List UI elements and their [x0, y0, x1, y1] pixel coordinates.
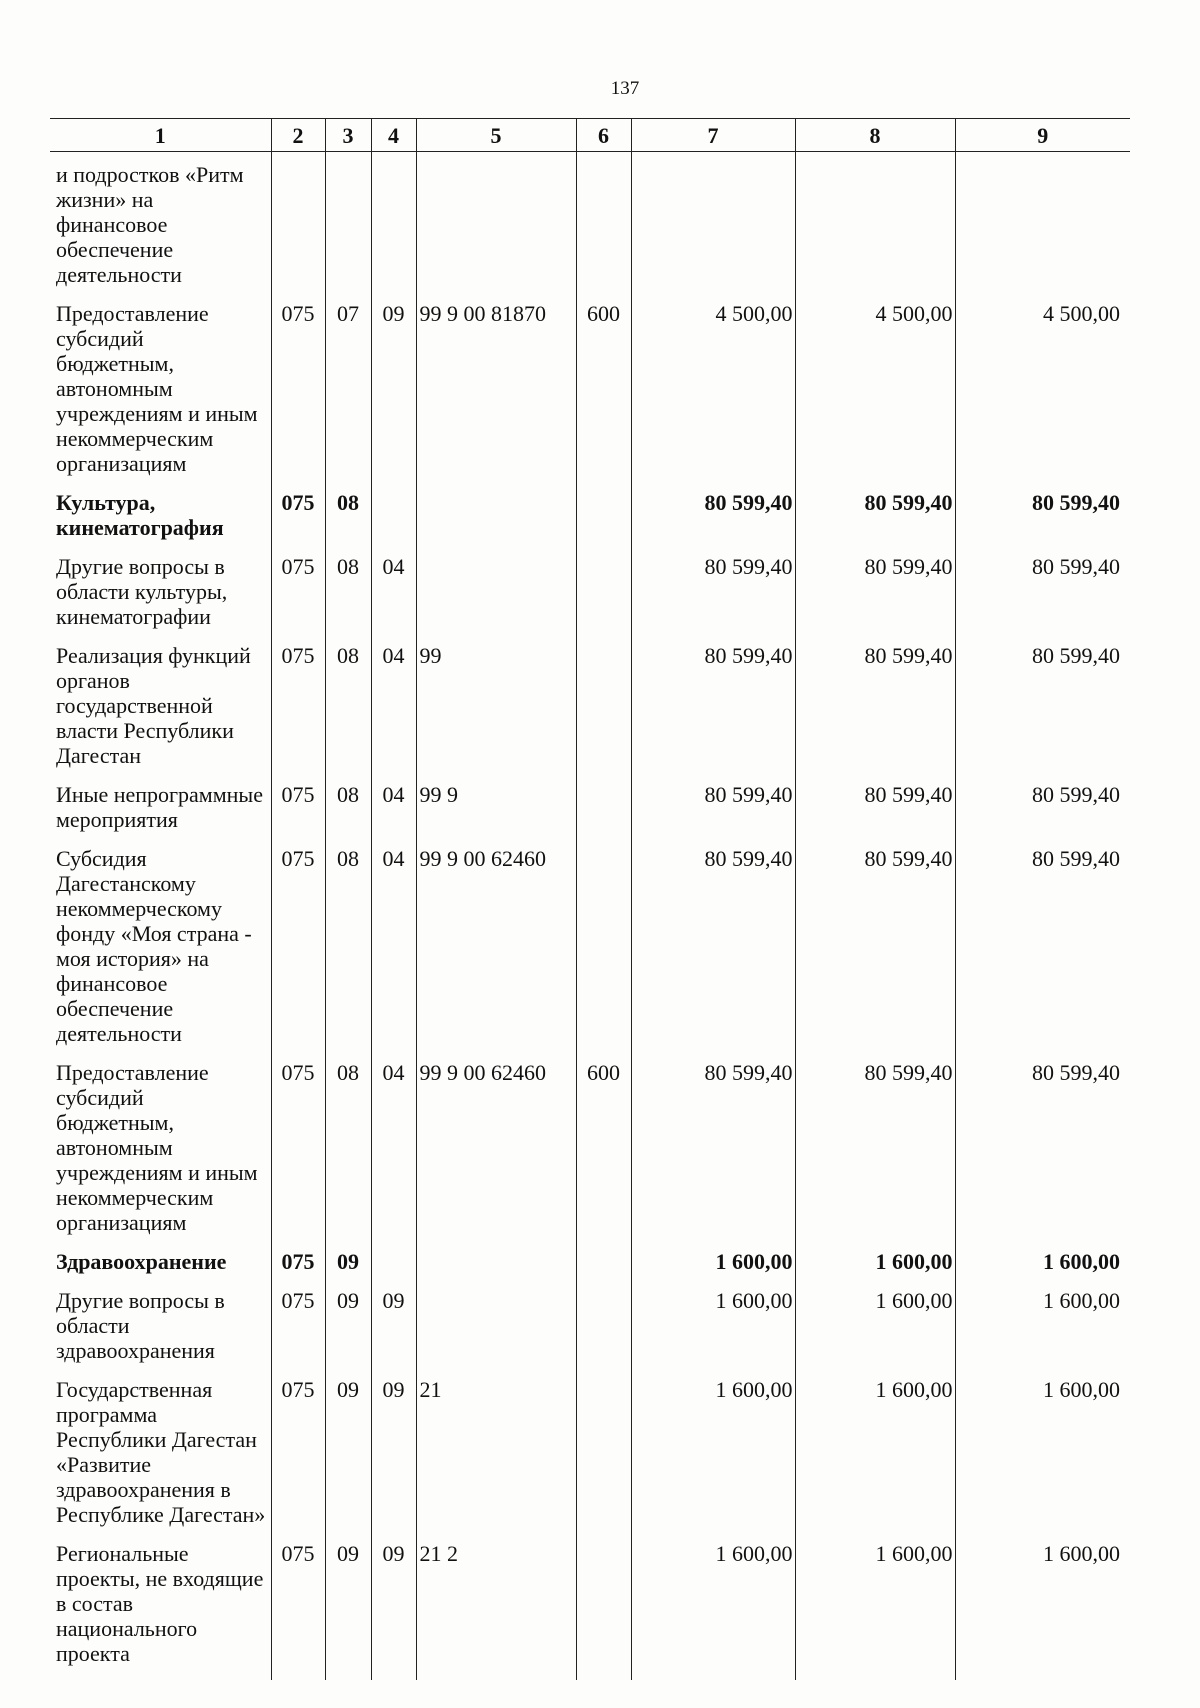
- code-col-2-cell: [271, 1377, 325, 1541]
- item-name: Реализация функций органов государственной власти Республики Дагестан: [56, 643, 251, 768]
- item-name-cell: [50, 643, 271, 782]
- code-col-4-cell: [371, 1288, 416, 1377]
- amount-col-8-cell: [795, 1288, 955, 1377]
- code-ministry: 075: [281, 490, 315, 515]
- table-row: [50, 152, 1130, 302]
- amount-col-8: 80 599,40: [864, 554, 953, 579]
- amount-col-8: 80 599,40: [864, 643, 953, 668]
- code-ministry: 075: [281, 301, 315, 326]
- header-col-5: 5: [416, 119, 576, 152]
- item-name: и подростков «Ритм жизни» на финансовое обеспечение деятельности: [56, 162, 244, 287]
- code-section: 08: [337, 782, 359, 807]
- code-col-3-cell: [325, 846, 371, 1060]
- code-section: 07: [337, 301, 359, 326]
- code-col-2-cell: [271, 1541, 325, 1680]
- amount-col-7-cell: [631, 1249, 795, 1288]
- code-col-6-cell: [576, 301, 631, 490]
- code-col-2-cell: [271, 1249, 325, 1288]
- amount-col-9-cell: [955, 554, 1130, 643]
- amount-col-9: 80 599,40: [1032, 846, 1120, 871]
- code-subsection: 04: [382, 846, 405, 871]
- code-col-3-cell: [325, 301, 371, 490]
- amount-col-8-cell: [795, 554, 955, 643]
- amount-col-8-cell: [795, 1377, 955, 1541]
- amount-col-8: 1 600,00: [875, 1541, 953, 1566]
- code-target-article: 99 9: [419, 782, 458, 807]
- code-col-5-cell: [416, 782, 576, 846]
- item-name-cell: [50, 490, 271, 554]
- amount-col-8-cell: [795, 490, 955, 554]
- amount-col-9: 1 600,00: [1043, 1288, 1120, 1313]
- code-col-3-cell: [325, 1377, 371, 1541]
- code-col-3-cell: [325, 490, 371, 554]
- amount-col-9-cell: [955, 301, 1130, 490]
- amount-col-7: 1 600,00: [715, 1288, 793, 1313]
- item-name-cell: [50, 846, 271, 1060]
- amount-col-9: 80 599,40: [1032, 643, 1120, 668]
- code-col-3-cell: [325, 554, 371, 643]
- table-row: [50, 782, 1130, 846]
- code-col-5-cell: [416, 846, 576, 1060]
- amount-col-9: 1 600,00: [1043, 1249, 1120, 1274]
- table-row: [50, 554, 1130, 643]
- code-col-3-cell: [325, 643, 371, 782]
- code-col-2-cell: [271, 152, 325, 302]
- amount-col-9: 80 599,40: [1032, 554, 1120, 579]
- amount-col-8-cell: [795, 1060, 955, 1249]
- amount-col-7-cell: [631, 554, 795, 643]
- item-name-cell: [50, 301, 271, 490]
- code-col-3-cell: [325, 1060, 371, 1249]
- code-col-5-cell: [416, 1541, 576, 1680]
- amount-col-9-cell: [955, 1060, 1130, 1249]
- amount-col-8-cell: [795, 782, 955, 846]
- code-subsection: 09: [382, 1288, 405, 1313]
- item-name-cell: [50, 1541, 271, 1680]
- code-section: 09: [337, 1249, 359, 1274]
- code-col-2-cell: [271, 490, 325, 554]
- code-col-5-cell: [416, 301, 576, 490]
- item-name-cell: [50, 1288, 271, 1377]
- code-ministry: 075: [281, 1377, 315, 1402]
- code-col-3-cell: [325, 1541, 371, 1680]
- amount-col-9-cell: [955, 1249, 1130, 1288]
- amount-col-8: 1 600,00: [875, 1377, 953, 1402]
- amount-col-8-cell: [795, 1541, 955, 1680]
- header-col-8: 8: [795, 119, 955, 152]
- amount-col-7-cell: [631, 1541, 795, 1680]
- code-col-2-cell: [271, 782, 325, 846]
- code-section: 08: [337, 846, 359, 871]
- amount-col-9-cell: [955, 1377, 1130, 1541]
- code-target-article: 99: [419, 643, 442, 668]
- amount-col-7-cell: [631, 782, 795, 846]
- code-ministry: 075: [281, 846, 315, 871]
- table-row: [50, 490, 1130, 554]
- code-col-2-cell: [271, 643, 325, 782]
- amount-col-7-cell: [631, 643, 795, 782]
- code-target-article: 21: [419, 1377, 442, 1402]
- code-expense-type: 600: [587, 301, 620, 326]
- code-col-2-cell: [271, 1060, 325, 1249]
- item-name: Другие вопросы в области здравоохранения: [56, 1288, 225, 1363]
- amount-col-7-cell: [631, 490, 795, 554]
- amount-col-7: 4 500,00: [715, 301, 793, 326]
- code-col-6-cell: [576, 643, 631, 782]
- amount-col-9-cell: [955, 1288, 1130, 1377]
- code-ministry: 075: [281, 782, 315, 807]
- code-col-4-cell: [371, 554, 416, 643]
- amount-col-7-cell: [631, 301, 795, 490]
- code-col-5-cell: [416, 152, 576, 302]
- item-name-cell: [50, 1377, 271, 1541]
- code-subsection: 09: [382, 1377, 405, 1402]
- amount-col-7: 80 599,40: [704, 554, 793, 579]
- amount-col-7-cell: [631, 1060, 795, 1249]
- item-name: Региональные проекты, не входящие в состав национального проекта: [56, 1541, 264, 1666]
- item-name-cell: [50, 1249, 271, 1288]
- code-subsection: 04: [382, 1060, 405, 1085]
- code-col-6-cell: [576, 1060, 631, 1249]
- amount-col-8: 80 599,40: [864, 490, 953, 515]
- code-ministry: 075: [281, 1541, 315, 1566]
- code-col-6-cell: [576, 1249, 631, 1288]
- code-col-3-cell: [325, 782, 371, 846]
- amount-col-9: 1 600,00: [1043, 1541, 1120, 1566]
- amount-col-8: 1 600,00: [875, 1288, 953, 1313]
- amount-col-9-cell: [955, 1541, 1130, 1680]
- code-ministry: 075: [281, 643, 315, 668]
- amount-col-7-cell: [631, 1288, 795, 1377]
- code-col-6-cell: [576, 1377, 631, 1541]
- amount-col-9: 4 500,00: [1043, 301, 1120, 326]
- code-col-4-cell: [371, 1249, 416, 1288]
- header-col-3: 3: [325, 119, 371, 152]
- code-col-6-cell: [576, 846, 631, 1060]
- amount-col-9-cell: [955, 782, 1130, 846]
- table-row: [50, 1060, 1130, 1249]
- table-row: [50, 643, 1130, 782]
- code-section: 08: [337, 554, 359, 579]
- amount-col-7: 1 600,00: [715, 1249, 793, 1274]
- amount-col-7: 1 600,00: [715, 1541, 793, 1566]
- amount-col-8-cell: [795, 846, 955, 1060]
- code-subsection: 04: [382, 643, 405, 668]
- amount-col-9-cell: [955, 643, 1130, 782]
- table-row: [50, 301, 1130, 490]
- code-col-5-cell: [416, 554, 576, 643]
- code-expense-type: 600: [587, 1060, 620, 1085]
- code-section: 09: [337, 1377, 359, 1402]
- code-col-2-cell: [271, 301, 325, 490]
- code-col-6-cell: [576, 782, 631, 846]
- code-section: 08: [337, 1060, 359, 1085]
- code-col-3-cell: [325, 1288, 371, 1377]
- item-name-cell: [50, 1060, 271, 1249]
- item-name-cell: [50, 782, 271, 846]
- code-subsection: 09: [382, 301, 405, 326]
- code-col-6-cell: [576, 554, 631, 643]
- code-section: 09: [337, 1288, 359, 1313]
- code-ministry: 075: [281, 1249, 315, 1274]
- code-col-4-cell: [371, 643, 416, 782]
- item-name: Другие вопросы в области культуры, кинематографии: [56, 554, 228, 629]
- code-subsection: 04: [382, 782, 405, 807]
- code-target-article: 21 2: [419, 1541, 458, 1566]
- header-row: [50, 119, 1130, 152]
- amount-col-8-cell: [795, 301, 955, 490]
- code-subsection: 04: [382, 554, 405, 579]
- code-target-article: 99 9 00 81870: [419, 301, 546, 326]
- item-name: Предоставление субсидий бюджетным, автономным учреждениям и иным некоммерческим организациям: [56, 1060, 258, 1235]
- table-row: [50, 1288, 1130, 1377]
- amount-col-7-cell: [631, 1377, 795, 1541]
- amount-col-8: 80 599,40: [864, 1060, 953, 1085]
- item-name-cell: [50, 152, 271, 302]
- code-col-5-cell: [416, 1377, 576, 1541]
- amount-col-7: 80 599,40: [704, 846, 793, 871]
- code-target-article: 99 9 00 62460: [419, 1060, 546, 1085]
- code-col-2-cell: [271, 846, 325, 1060]
- code-ministry: 075: [281, 1288, 315, 1313]
- item-name: Государственная программа Республики Дагестан «Развитие здравоохранения в Республике Дагестан»: [56, 1377, 266, 1527]
- budget-table: [50, 118, 1130, 1680]
- item-name: Иные непрограммные мероприятия: [56, 782, 263, 832]
- amount-col-7: 80 599,40: [704, 643, 793, 668]
- table-row: [50, 1249, 1130, 1288]
- code-section: 08: [337, 643, 359, 668]
- code-col-4-cell: [371, 301, 416, 490]
- code-col-4-cell: [371, 782, 416, 846]
- amount-col-9: 1 600,00: [1043, 1377, 1120, 1402]
- code-col-4-cell: [371, 490, 416, 554]
- amount-col-7: 1 600,00: [715, 1377, 793, 1402]
- code-col-5-cell: [416, 1249, 576, 1288]
- code-col-5-cell: [416, 1060, 576, 1249]
- code-col-6-cell: [576, 1288, 631, 1377]
- code-col-4-cell: [371, 1377, 416, 1541]
- amount-col-9: 80 599,40: [1032, 490, 1120, 515]
- amount-col-9: 80 599,40: [1032, 782, 1120, 807]
- amount-col-7: 80 599,40: [704, 1060, 793, 1085]
- code-col-3-cell: [325, 1249, 371, 1288]
- header-col-9: 9: [955, 119, 1130, 152]
- amount-col-7-cell: [631, 846, 795, 1060]
- code-col-5-cell: [416, 1288, 576, 1377]
- header-col-6: 6: [576, 119, 631, 152]
- table-body: [50, 152, 1130, 1681]
- code-subsection: 09: [382, 1541, 405, 1566]
- code-ministry: 075: [281, 554, 315, 579]
- amount-col-8-cell: [795, 1249, 955, 1288]
- amount-col-9-cell: [955, 152, 1130, 302]
- item-name-cell: [50, 554, 271, 643]
- table-row: [50, 1377, 1130, 1541]
- item-name: Здравоохранение: [56, 1249, 227, 1274]
- code-col-5-cell: [416, 490, 576, 554]
- table-row: [50, 846, 1130, 1060]
- code-section: 09: [337, 1541, 359, 1566]
- header-col-2: 2: [271, 119, 325, 152]
- code-col-4-cell: [371, 846, 416, 1060]
- code-col-6-cell: [576, 1541, 631, 1680]
- code-col-4-cell: [371, 1541, 416, 1680]
- code-col-4-cell: [371, 1060, 416, 1249]
- code-target-article: 99 9 00 62460: [419, 846, 546, 871]
- code-col-2-cell: [271, 554, 325, 643]
- table-header: [50, 119, 1130, 152]
- code-col-5-cell: [416, 643, 576, 782]
- amount-col-7-cell: [631, 152, 795, 302]
- code-col-4-cell: [371, 152, 416, 302]
- amount-col-8: 4 500,00: [875, 301, 953, 326]
- amount-col-8-cell: [795, 643, 955, 782]
- header-col-1: 1: [50, 119, 271, 152]
- header-col-7: 7: [631, 119, 795, 152]
- table-row: [50, 1541, 1130, 1680]
- item-name: Культура, кинематография: [56, 490, 224, 540]
- amount-col-7: 80 599,40: [704, 782, 793, 807]
- code-ministry: 075: [281, 1060, 315, 1085]
- amount-col-9-cell: [955, 490, 1130, 554]
- code-col-6-cell: [576, 152, 631, 302]
- page-number: 137: [610, 78, 640, 99]
- amount-col-9-cell: [955, 846, 1130, 1060]
- amount-col-7: 80 599,40: [704, 490, 793, 515]
- code-section: 08: [337, 490, 359, 515]
- amount-col-8: 80 599,40: [864, 782, 953, 807]
- amount-col-8: 1 600,00: [875, 1249, 953, 1274]
- amount-col-8: 80 599,40: [864, 846, 953, 871]
- item-name: Предоставление субсидий бюджетным, автономным учреждениям и иным некоммерческим организациям: [56, 301, 258, 476]
- amount-col-8-cell: [795, 152, 955, 302]
- code-col-3-cell: [325, 152, 371, 302]
- item-name: Субсидия Дагестанскому некоммерческому фонду «Моя страна - моя история» на финансовое обеспечение деятельности: [56, 846, 252, 1046]
- code-col-2-cell: [271, 1288, 325, 1377]
- amount-col-9: 80 599,40: [1032, 1060, 1120, 1085]
- code-col-6-cell: [576, 490, 631, 554]
- header-col-4: 4: [371, 119, 416, 152]
